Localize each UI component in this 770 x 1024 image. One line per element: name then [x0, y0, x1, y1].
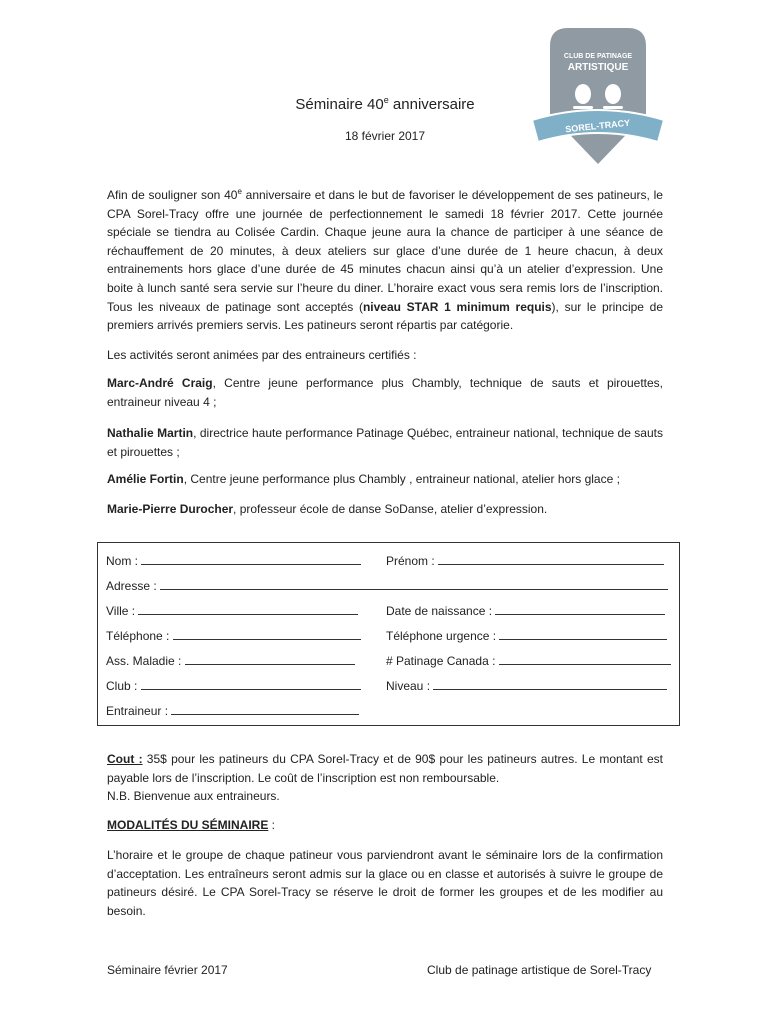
seminar-date: 18 février 2017	[344, 129, 426, 143]
page-title: Séminaire 40e anniversaire	[295, 95, 475, 113]
coach-name: Amélie Fortin	[107, 472, 184, 486]
ville-field[interactable]: Ville :	[106, 603, 358, 618]
coach-entry: Nathalie Martin, directrice haute performance Patinage Québec, entraineur national, technique de sauts et pirouettes ;	[107, 426, 663, 459]
activities-intro: Les activités seront animées par des entraineurs certifiés :	[107, 348, 417, 362]
logo-main-text: ARTISTIQUE	[567, 62, 629, 73]
nom-field[interactable]: Nom :	[106, 553, 361, 568]
coach-name: Marc-André Craig	[107, 376, 213, 390]
club-field[interactable]: Club :	[106, 678, 361, 693]
coach-entry: Marie-Pierre Durocher, professeur école de danse SoDanse, atelier d’expression.	[107, 502, 548, 516]
logo-ribbon-text: SOREL-TRACY	[564, 117, 631, 135]
modalites-paragraph: L’horaire et le groupe de chaque patineur vous parviendront avant le séminaire lors de la confirmation d’acceptation. Les entraîneurs seront admis sur la glace ou en classe et autorisés à suivre le groupe de patineurs désiré. Le CPA Sorel-Tracy se réserve le droit de former les groupes et de les modifier au besoin.	[107, 848, 663, 918]
intro-paragraph: Afin de souligner son 40e anniversaire et dans le but de favoriser le développement de ses patineurs, le CPA Sorel-Tracy offre une journée de perfectionnement le samedi 18 février 2017. Cette journée spéciale se tiendra au Colisée Cardin. Chaque jeune aura la chance de participer à une séance de réchauffement de 20 minutes, à deux ateliers sur glace d’une durée de 1 heure chacun, à deux entrainements hors glace d’une durée de 45 minutes chacun ainsi qu’à un atelier d’expression. Une boite à lunch santé sera servie sur l’heure du diner. L’horaire exact vous sera remis lors de l’inscription. Tous les niveaux de patinage sont acceptés (niveau STAR 1 minimum requis), sur le principe de premiers arrivés premiers servis. Les patineurs seront répartis par catégorie.	[107, 187, 664, 333]
coach-field[interactable]: Entraineur :	[106, 703, 359, 718]
coach-name: Nathalie Martin	[107, 426, 194, 440]
logo-top-text: CLUB DE PATINAGE	[563, 53, 633, 60]
footer-left: Séminaire février 2017	[107, 963, 228, 977]
coach-name: Marie-Pierre Durocher	[107, 502, 234, 516]
emergency-phone-field[interactable]: Téléphone urgence :	[386, 628, 667, 643]
cost-note: N.B. Bienvenue aux entraineurs.	[107, 789, 280, 804]
modalites-heading: MODALITÉS DU SÉMINAIRE :	[107, 818, 276, 832]
prenom-field[interactable]: Prénom :	[386, 553, 664, 568]
footer-right: Club de patinage artistique de Sorel-Tracy	[427, 963, 652, 977]
registration-form	[97, 542, 680, 726]
level-field[interactable]: Niveau :	[386, 678, 667, 693]
telephone-field[interactable]: Téléphone :	[106, 628, 361, 643]
coach-entry: Amélie Fortin, Centre jeune performance plus Chambly , entraineur national, atelier hors glace ;	[107, 472, 620, 486]
cost-paragraph: Cout : 35$ pour les patineurs du CPA Sorel-Tracy et de 90$ pour les patineurs autres. Le montant est payable lors de l’inscription. Le coût de l’inscription est non remboursable. N.B. Bienvenue aux entraineurs.	[107, 752, 663, 804]
coach-entry: Marc-André Craig, Centre jeune performance plus Chambly, technique de sauts et pirouettes, entraineur niveau 4 ;	[107, 376, 663, 409]
skate-canada-field[interactable]: # Patinage Canada :	[386, 653, 671, 668]
birthdate-field[interactable]: Date de naissance :	[386, 603, 665, 618]
health-insurance-field[interactable]: Ass. Maladie :	[106, 653, 355, 668]
adresse-field[interactable]: Adresse :	[106, 578, 668, 593]
